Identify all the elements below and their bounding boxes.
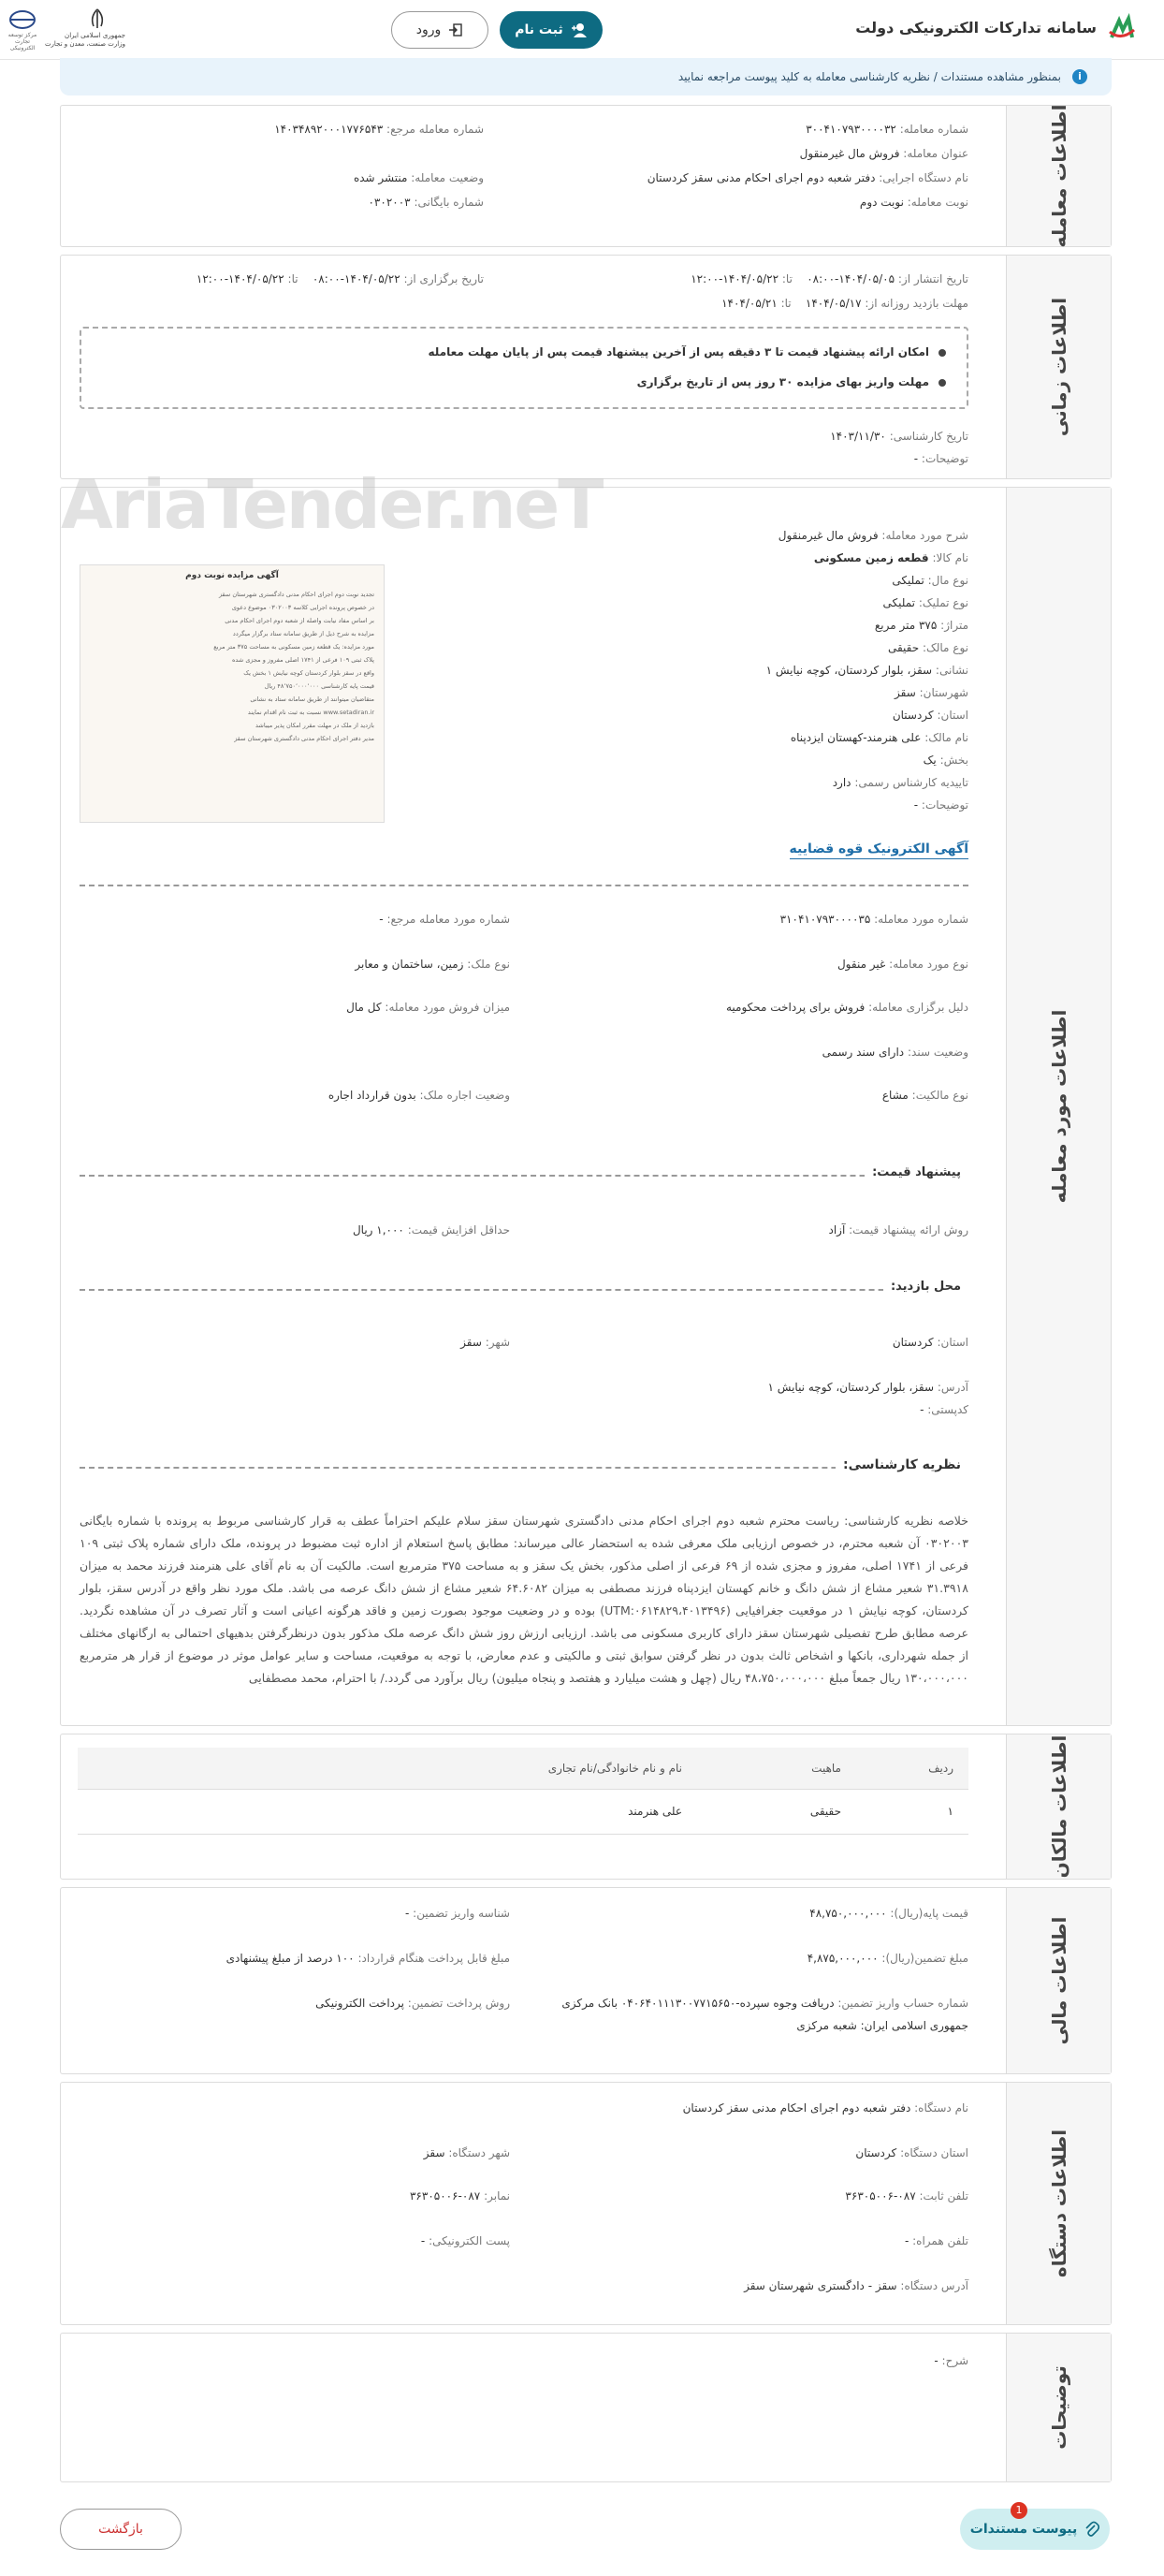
device-section — [60, 2082, 1112, 2325]
item-ref-field: شماره مورد معامله مرجع: - — [379, 913, 510, 926]
paperclip-icon — [1084, 2521, 1099, 2538]
back-button[interactable]: بازگشت — [60, 2509, 182, 2550]
device-name-field: نام دستگاه: دفتر شعبه دوم اجرای احکام مدنی سقز کردستان — [682, 2101, 968, 2115]
notes-title: توضیحات — [1047, 2365, 1070, 2450]
col-nature: ماهیت — [697, 1748, 856, 1789]
device-province-field: استان دستگاه: کردستان — [855, 2146, 968, 2159]
expert-opinion-text: خلاصه نظریه کارشناسی: ریاست محترم شعبه دوم اجرای احکام مدنی دادگستری شهرستان سقز سلام علیکم احتراماً عطف به قرار کارشناسی مربوط به پرونده با شماره بایگانی ۰۳۰۲۰۰۳ آن شعبه محترم، در خصوص ارزیابی ملک معرفی شده به استحضار عالی میرساند: مطابق پاسخ استعلام از اداره ثبت مضبوط در پرونده، ملک دارای شماره پلاک ثبتی ۱۰۹ فرعی از ۱۷۴۱ اصلی، مفروز و مجزی شده از ۶۹ فرعی از اصلی مذکور، بخش یک سقز و به مساحت ۳۷۵ مترمربع است. مالکیت آن به نام آقای علی هنرمند فرزند محمد به میزان ۳۱.۳۹۱۸ شعیر مشاع از شش دانگ و خانم کهستان ایزدپناه فرزند مصطفی به میزان ۶۴.۶۰۸۲ شعیر مشاع از شش دانگ عرصه می باشد. ملک مورد نظر واقع در آدرس سقز، بلوار کردستان، کوچه نیایش ۱ در موقعیت جغرافیایی (UTM:۰۶۱۴۸۲۹،۴۰۱۳۴۹۶) بوده و در وضعیت موجود بصورت زمین و فاقد هرگونه اعیانی است و آثار تصرف در آن مشاهده نگردید. عرصه مطابق طرح تفصیلی شهرستان سقز دارای کاربری مسکونی می باشد. ارزیابی ارزش روز شش دانگ عرصه ملک مذکور بدون درنظرگرفتن بدهیهای احتمالی به ارگانهای مختلف از جمله شهرداری، بانکها و اشخاص ثالث بدون در نظر گرفتن سوابق ثبتی و مالکیتی و عدم معارض، با توجه به موقعیت، مساحت و سایر عوامل موثر در موضوع از قرار هر مترمربع ۱۳۰،۰۰۰،۰۰۰ ریال جمعاً مبلغ ۴۸،۷۵۰،۰۰۰،۰۰۰ ریال (چهل و هشت میلیارد و هفتصد و پنجاه میلیون) ریال برآورد می گردد./ با احترام، محمد مصطفایی — [80, 1514, 968, 1685]
login-label: ورود — [415, 22, 442, 37]
owners-side — [1006, 1734, 1111, 1879]
deal-number-field: شماره معامله: ۳۰۰۴۱۰۷۹۳۰۰۰۰۳۲ — [806, 123, 968, 136]
pay-method-field: روش پرداخت تضمین: پرداخت الکترونیکی — [315, 1997, 510, 2010]
attachment-notice — [60, 58, 1112, 95]
top-header — [0, 0, 1164, 60]
register-label: ثبت نام — [515, 22, 563, 37]
notes-side — [1006, 2334, 1111, 2481]
item-row: نام مالک: علی هنرمند-کهستان ایزدپناه — [790, 731, 968, 744]
fax-field: نمابر: ۰۸۷-۳۶۳۰۵۰۰۶ — [409, 2189, 510, 2203]
owners-table — [78, 1748, 968, 1835]
item-row: نوع مالک: حقیقی — [887, 641, 968, 654]
finance-section — [60, 1887, 1112, 2074]
info-icon: i — [1072, 69, 1087, 84]
col-name: نام و نام خانوادگی/نام تجاری — [78, 1748, 697, 1789]
deposit-id-field: شناسه واریز تضمین: - — [405, 1907, 510, 1920]
visit-deadline-field: مهلت بازدید روزانه از: ۱۴۰۴/۰۵/۱۷ تا: ۱۴۰۴/۰۵/۲۱ — [721, 297, 968, 310]
judiciary-ad-link[interactable]: آگهی الکترونیک قوه قضاییه — [790, 842, 969, 859]
alert-item: امکان ارائه پیشنهاد قیمت تا ۳ دقیقه پس از آخرین پیشنهاد قیمت پس از پایان مهلت معامله — [429, 345, 946, 359]
watermark-text: AriaTender.neT — [61, 465, 603, 544]
ecommerce-caption: مرکز توسعه تجارت الکترونیکی — [7, 32, 37, 51]
device-city-field: شهر دستگاه: سقز — [423, 2146, 510, 2159]
item-type-field: نوع مورد معامله: غیر منقول — [837, 958, 968, 971]
deal-ref-number-field: شماره معامله مرجع: ۱۴۰۳۴۸۹۲۰۰۰۱۷۷۶۵۴۳ — [274, 123, 484, 136]
emblem-icon — [86, 7, 109, 30]
deal-status-field: وضعیت معامله: منتشر شده — [353, 171, 484, 184]
hold-date-field: تاریخ برگزاری از: ۱۴۰۴/۰۵/۲۲-۰۸:۰۰ تا: ۱۴۰۴/۰۵/۲۲-۱۲:۰۰ — [196, 272, 484, 285]
notes-section — [60, 2333, 1112, 2482]
owners-table-header — [78, 1748, 968, 1789]
archive-number-field: شماره بایگانی: ۰۳۰۲۰۰۳ — [368, 196, 484, 209]
expert-date-field: تاریخ کارشناسی: ۱۴۰۳/۱۱/۳۰ — [830, 430, 968, 443]
item-row: استان: کردستان — [892, 709, 968, 722]
visit-province-field: استان: کردستان — [892, 1336, 968, 1349]
table-row — [78, 1789, 968, 1834]
notice-text: بمنظور مشاهده مستندات / نظریه کارشناسی معامله به کلید پیوست مراجعه نمایید — [677, 70, 1061, 83]
expert-opinion-heading: نظریه کارشناسی: — [836, 1457, 968, 1472]
property-type-field: نوع ملک: زمین، ساختمان و معابر — [355, 958, 510, 971]
item-info-title: اطلاعات مورد معامله — [1047, 1009, 1070, 1204]
time-desc-field: توضیحات: - — [913, 452, 968, 465]
mobile-field: تلفن همراه: - — [904, 2234, 968, 2247]
bullet-icon — [938, 349, 946, 357]
item-row: نام کالا: قطعه زمین مسکونی — [813, 551, 968, 564]
item-row: بخش: یک — [923, 754, 968, 767]
globe-icon — [8, 9, 36, 30]
item-info-section — [60, 465, 1112, 1726]
device-side — [1006, 2083, 1111, 2324]
login-icon — [448, 22, 463, 37]
guarantee-field: مبلغ تضمین(ریال): ۴,۸۷۵,۰۰۰,۰۰۰ — [807, 1952, 968, 1965]
sale-amount-field: میزان فروش مورد معامله: کل مال — [346, 1001, 510, 1014]
deposit-account-line2: جمهوری اسلامی ایران: شعبه مرکزی — [796, 2019, 968, 2032]
cell-nature: حقیقی — [697, 1789, 856, 1834]
executive-org-field: نام دستگاه اجرایی: دفتر شعبه دوم اجرای احکام مدنی سقز کردستان — [647, 171, 968, 184]
deal-info-title: اطلاعات معامله — [1047, 104, 1070, 248]
email-field: پست الکترونیکی: - — [420, 2234, 510, 2247]
bid-heading: پیشنهاد قیمت: — [865, 1165, 968, 1179]
dashed-divider — [80, 1175, 968, 1177]
setad-logo-icon — [1106, 13, 1138, 45]
government-emblem — [44, 7, 125, 52]
item-row: تاییدیه کارشناس رسمی: دارد — [832, 776, 968, 789]
alert-item: مهلت واریز بهای مزایده ۳۰ روز پس از تاریخ برگزاری — [637, 375, 946, 388]
item-row: نوع مال: تملیکی — [892, 574, 968, 587]
item-row: شهرستان: سقز — [895, 686, 968, 699]
owners-section — [60, 1734, 1112, 1880]
time-info-title: اطلاعات زمانی — [1047, 297, 1070, 437]
ad-image-body: تجدید نوبت دوم اجرای احکام مدنی دادگستری شهرستان سقز در خصوص پرونده اجرایی کلاسه ۰۳۰۲۰۰۳ موضوع دعوی بر اساس مفاد نیابت واصله از شعبه دوم اجرای احکام مدنی مزایده به شرح ذیل از طریق سامانه ستاد برگزار میگردد مورد مزایده: یک قطعه زمین مسکونی به مساحت ۳۷۵ متر مربع پلاک ثبتی ۱۰۹ فرعی از ۱۷۴۱ اصلی مفروز و مجزی شده واقع در سقز بلوار کردستان کوچه نیایش ۱ بخش یک قیمت پایه کارشناسی ۴۸٬۷۵۰٬۰۰۰٬۰۰۰ ریال متقاضیان میتوانند از طریق سامانه ستاد به نشانی www.setadiran.ir نسبت به ثبت نام اقدام نمایند بازدید از ملک در مهلت مقرر امکان پذیر میباشد مدیر دفتر اجرای احکام مدنی دادگستری شهرستان سقز — [213, 591, 374, 742]
doc-status-field: وضعیت سند: دارای سند رسمی — [822, 1046, 968, 1059]
emblem-caption: جمهوری اسلامی ایران وزارت صنعت، معدن و تجارت — [44, 32, 125, 48]
col-row: ردیف — [856, 1748, 968, 1789]
deposit-account-field: شماره حساب واریز تضمین: دریافت وجوه سپرده-۰۴۰۶۴۰۱۱۱۳۰۰۷۷۱۵۶۵۰ بانک مرکزی — [561, 1997, 968, 2010]
lease-field: وضعیت اجاره ملک: بدون قرارداد اجاره — [327, 1089, 510, 1102]
deal-info-side — [1006, 106, 1111, 246]
postal-code-field: کدپستی: - — [920, 1403, 968, 1416]
ecommerce-center-logo — [6, 9, 39, 51]
finance-side — [1006, 1888, 1111, 2073]
reason-field: دلیل برگزاری معامله: فروش برای پرداخت محکومیه — [726, 1001, 968, 1014]
item-info-side — [1006, 488, 1111, 1725]
visit-place-heading: محل بازدید: — [883, 1280, 968, 1294]
app-title: سامانه تدارکات الکترونیکی دولت — [855, 19, 1097, 37]
bid-method-field: روش ارائه پیشنهاد قیمت: آزاد — [828, 1223, 968, 1237]
phone-field: تلفن ثابت: ۰۸۷-۳۶۳۰۵۰۰۶ — [845, 2189, 968, 2203]
deal-subject-field: عنوان معامله: فروش مال غیرمنقول — [799, 147, 968, 160]
attachments-button[interactable] — [960, 2509, 1110, 2550]
min-increase-field: حداقل افزایش قیمت: ۱,۰۰۰ ریال — [352, 1223, 510, 1237]
cell-name: علی هنرمند — [78, 1789, 697, 1834]
item-row: توضیحات: - — [913, 798, 968, 812]
dashed-divider — [80, 885, 968, 886]
attachments-count-badge: 1 — [1011, 2502, 1027, 2519]
item-row: شرح مورد معامله: فروش مال غیرمنقول — [778, 529, 968, 542]
login-button[interactable] — [391, 11, 488, 49]
add-user-icon — [571, 22, 588, 37]
payable-field: مبلغ قابل پرداخت هنگام قرارداد: ۱۰۰ درصد از مبلغ پیشنهادی — [226, 1952, 510, 1965]
ownership-field: نوع مالکیت: مشاع — [881, 1089, 968, 1102]
item-row: متراژ: ۳۷۵ متر مربع — [874, 619, 968, 632]
item-row: نوع تملیک: تملیکی — [882, 596, 968, 609]
register-button[interactable] — [500, 11, 603, 49]
item-number-field: شماره مورد معامله: ۳۱۰۴۱۰۷۹۳۰۰۰۰۳۵ — [779, 913, 968, 926]
cell-row: ۱ — [856, 1789, 968, 1834]
time-info-side — [1006, 256, 1111, 478]
deal-turn-field: نوبت معامله: نوبت دوم — [859, 196, 968, 209]
device-address-field: آدرس دستگاه: سقز - دادگستری شهرستان سقز — [744, 2279, 968, 2292]
base-price-field: قیمت پایه(ریال): ۴۸,۷۵۰,۰۰۰,۰۰۰ — [809, 1907, 968, 1920]
visit-city-field: شهر: سقز — [460, 1336, 510, 1349]
device-title: اطلاعات دستگاه — [1047, 2129, 1070, 2278]
attachments-label: پیوست مستندات — [969, 2522, 1078, 2537]
bullet-icon — [938, 379, 946, 387]
notes-desc-field: شرح: - — [934, 2354, 968, 2367]
owners-title: اطلاعات مالکان — [1047, 1734, 1070, 1879]
visit-address-field: آدرس: سقز، بلوار کردستان، کوچه نیایش ۱ — [767, 1381, 968, 1394]
ad-image-thumbnail[interactable] — [80, 564, 385, 823]
time-info-section — [60, 255, 1112, 479]
item-row: نشانی: سقز، بلوار کردستان، کوچه نیایش ۱ — [765, 664, 968, 677]
dashed-divider — [80, 1289, 968, 1291]
finance-title: اطلاعات مالی — [1047, 1916, 1070, 2045]
rules-alert-box — [80, 327, 968, 409]
deal-info-section — [60, 105, 1112, 247]
ad-image-heading: آگهی مزایده نوبت دوم — [185, 571, 279, 580]
publish-date-field: تاریخ انتشار از: ۱۴۰۴/۰۵/۰۵-۰۸:۰۰ تا: ۱۴۰۴/۰۵/۲۲-۱۲:۰۰ — [691, 272, 968, 285]
